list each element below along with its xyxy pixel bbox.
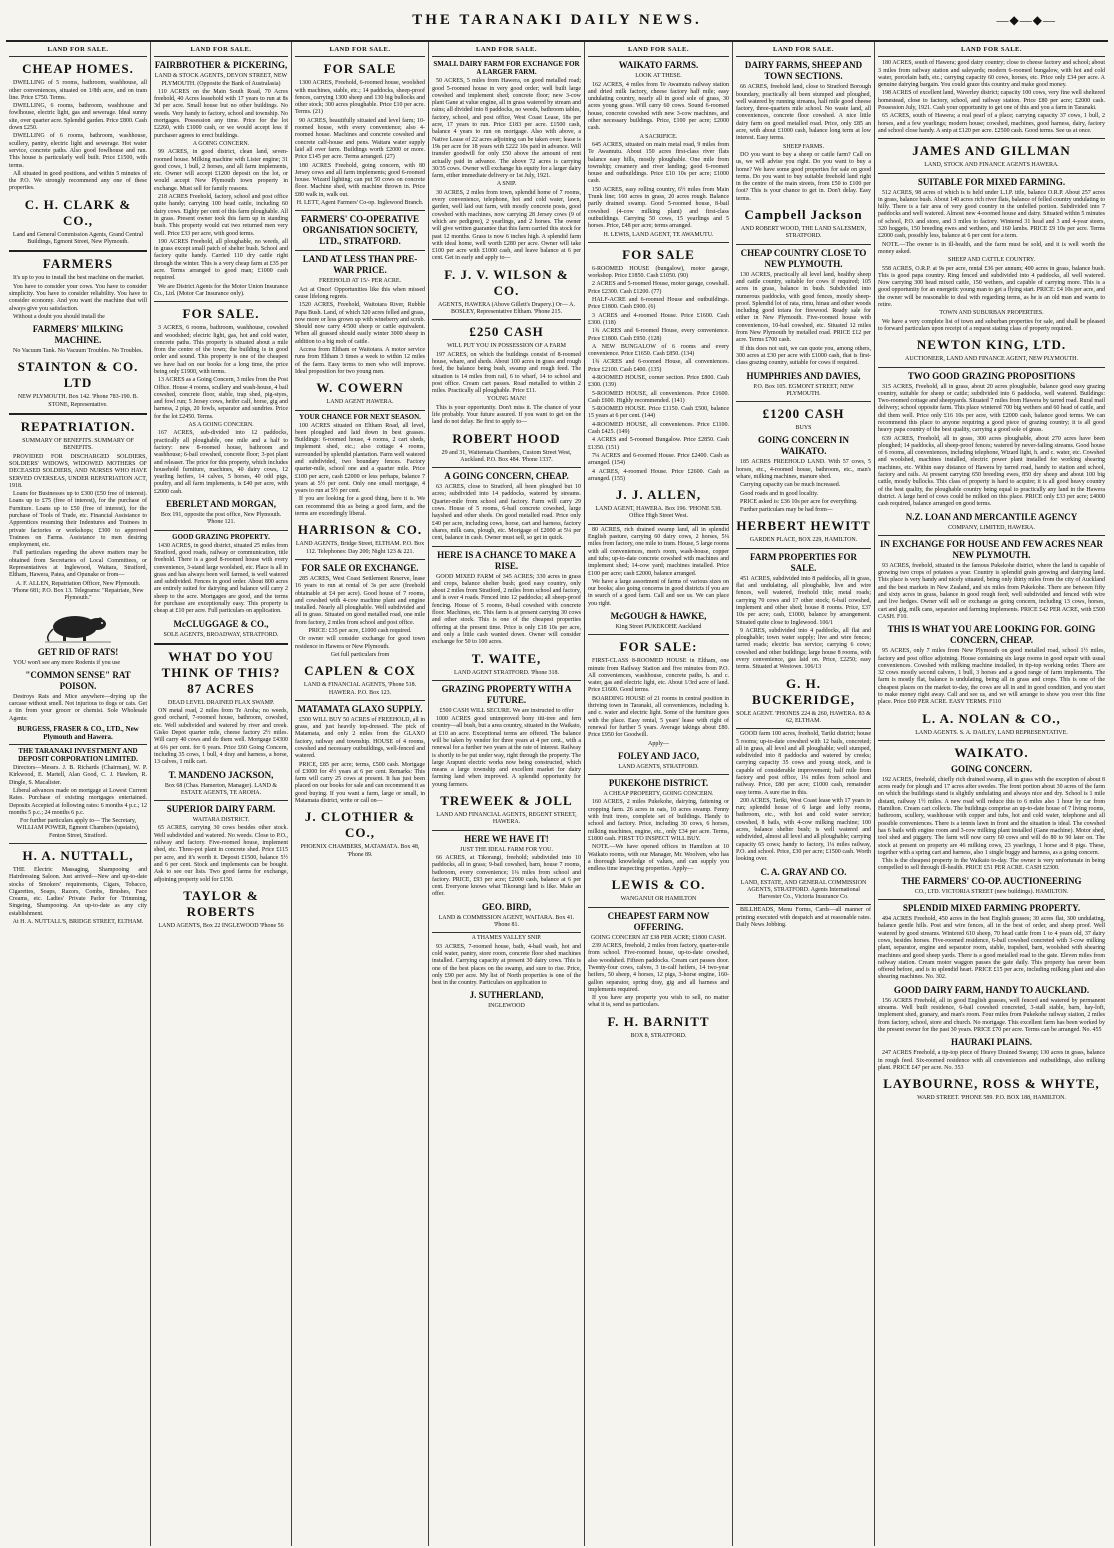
ad-paragraph: 3 ACRES and 4-roomed House. Price £1600. Cash £300. (118) [588,312,729,326]
column-2 [151,42,292,1546]
ad-headline: NEWTON KING, LTD. [916,337,1067,353]
ad-paragraph: ON metal road, 2 miles from Te Aroha; no weeds, good orchard, 7-roomed house, bathroom, cowshed, etc. Well subdivided and watered by river and creek. Gisko Depot quarter mile, cheese factory 2½ miles. Will carry 40 cows and do them well. Mortgage £4300 at 6¼ per cent. for 6 years. Price £60 Going Concern, including 35 cows, 1 bull, 4 dray and harness, a horse, 13 calves, 1 milk cart. [154,708,288,766]
column-rule [9,744,147,745]
ad-paragraph: 5-ROOMED HOUSE. Price £1150. Cash £500, balance 15 years at 6 per cent. (144) [588,406,729,420]
ad-paragraph: We are District Agents for the Motor Union Insurance Co., Ltd. (Motor Car Insurance only). [154,283,288,297]
ad-subheading: T. MANDENO JACKSON, [168,769,274,780]
ad-caption: A CHEAP PROPERTY, GOING CONCERN. [603,791,714,798]
ad-paragraph: £500 WILL BUY 50 ACRES of FREEHOLD, all in grass, and just heavily top-dressed. The pick of Matamata, and only 2 miles from the GLAXO factory, railway and township. HOUSE of 4 rooms, cowshed and necessary outbuildings, well-fenced and watered. [295,716,425,760]
ad-subheading: "COMMON SENSE" RAT POISON. [25,669,131,691]
ad-paragraph: 156 ACRES Freehold, all in good English grasses, well fenced and watered by permanent streams. Well built residence, 6-bail cowshed concreted, 3-stall stable, barn, hay-loft, implement shed, granary, and man's room. Four miles from Pukekohe railway station, 2 miles from factory, school, store and church. No mortgage. This excellent farm has been worked by the present owner for the past 30 years. PRICE £70 per acre. Terms can be arranged. No. 455 [878,997,1105,1033]
ad-caption: NEW PLYMOUTH. Box 142. 'Phone 783-190. B. STONE, Representative. [17,394,139,408]
ad-caption: Box 68 (Chas. Hamerton, Manager). LAND & ESTATE AGENTS, TE AROHA. [164,782,278,796]
ad-paragraph: 7¼ ACRES and 6-roomed House. Price £2400. Cash as arranged. (154) [588,452,729,467]
ad-headline: J. J. ALLEN, [615,487,702,503]
ad-caption: DEAD LEVEL DRAINED FLAX SWAMP. [167,699,275,706]
ad-caption: LAND AGENT STRATFORD. 'Phone 318. [454,669,559,676]
ad-subheading: McCLUGGAGE & CO., [173,618,269,629]
ad-paragraph: DWELLING of 5 rooms, bathroom, washhouse, all other conveniences, situated on 1/8th acre, and on tram line. Price £750. Terms. [9,80,147,101]
ad-paragraph: Good roads and in good locality. [740,490,819,497]
column-header: LAND FOR SALE. [736,44,871,57]
column-rule [154,301,288,302]
ad-subheading: GOOD GRAZING PROPERTY. [172,532,270,541]
ad-caption: JUST THE IDEAL FARM FOR YOU. [460,846,553,853]
ad-subheading: EBERLET AND MORGAN, [165,499,277,510]
ad-caption: LAND AND FINANCIAL AGENTS, REGENT STREET, HAWERA. [436,812,577,826]
ad-caption: LAND, ESTATE, AND GENERAL COMMISSION AGENTS, STRATFORD. Agents International Harvester Co., Victoria Insurance Co. [740,879,867,901]
ad-caption: LAND AGENTS, STRATFORD. [618,763,699,770]
ad-subheading: GOOD DAIRY FARM, HANDY TO AUCKLAND. [893,984,1090,995]
rat-illustration [43,607,113,643]
ad-caption: SUMMARY OF BENEFITS. SUMMARY OF BENEFITS. [22,438,134,452]
ad-paragraph: BOARDING HOUSE of 21 rooms in central position in thriving town in Taranaki, all conveniences, including h. and c. water and electric light. Some of the furniture goes with the place. Easy rental, 5 years' lease with right of renewal for further 5 years. Average takings about £80. Price £950 for Goodwill. [588,695,729,739]
ad-subheading: FARM PROPERTIES FOR SALE. [749,551,857,573]
ad-caption: GARDEN PLACE, BOX 229, HAMILTON. [749,537,858,544]
ad-caption: WILL PUT YOU IN POSSESSION OF A FARM [447,343,566,350]
ad-caption: CO., LTD. VICTORIA STREET (new buildings). HAMILTON. [914,888,1069,895]
ad-paragraph: 63 ACRES, close to Stratford, all been ploughed but 10 acres; subdivided into 14 paddocks, watered by streams. Quarter-mile from school and factory. Farm will carry 29 cows. House of 5 rooms, 6-bail concrete cowshed, large hayshed and other sheds. On good metalled road. Price only £40 per acre, including cows, horse, cart and harness, factory shares, milk cans, plough, etc. Mortgage of £2000 at 5¼ per cent, balance in cash. Owner must sell, so get in quick. [432,484,581,542]
ad-paragraph: 9 ACRES, subdivided into 4 paddocks, all flat and ploughable; town water supply; live and wire fences; tarred roads; electric bus service; carrying 6 cows; cowshed and other buildings; large house 8 rooms, with every convenience, gas laid on. Price, £2250; easy terms. Situated at Westown. 106/13 [736,627,871,671]
ad-caption: YOUNG MAN! [486,396,527,403]
ad-headline: L. A. NOLAN & CO., [922,710,1061,726]
ad-subheading: GRAZING PROPERTY WITH A FUTURE. [441,683,572,705]
ad-headline: CAPLEN & COX [304,663,416,679]
column-rule [295,559,425,560]
ad-caption: Get full particulars from [330,651,390,658]
ad-subheading: LAND AT LESS THAN PRE-WAR PRICE. [302,254,418,276]
ad-subheading: MATAMATA GLAXO SUPPLY. [297,703,423,714]
ad-paragraph: 150 ACRES, easy rolling country, 6½ miles from Main Trunk line; 160 acres in grass, 20 acres rough. Balance partly drained swamp. Good 5-roomed house, 8-bail cowshed (4-cow milking plant) and first-class outbuildings. Carrying 50 cows, 15 yearlings and 5 horses. Price, £48 per acre; terms arranged. [588,186,729,230]
column-rule [878,899,1105,900]
ad-paragraph: 1000 ACRES good unimproved bony titi-tree and fern country—all bush, but a area country, situated in the Waikato, at £10 an acre. Exceptional terms are offered. The balance will be taken by vendor for three years at 4 per cent., with a renewal for a further two years at the rate of interest. Railway is shortly to be put under way, right through the property. The large Arapuni electric works now being constructed, which means a large township and excellent market for dairy farming land when improved. A splendid opportunity for young farmers. [432,716,581,788]
ad-caption: SHEEP FARMS. [782,143,824,150]
ad-paragraph: 50 ACRES, 5 miles from Hawera, on good metalled road; good 5-roomed house in very good order; well built large cowshed and implement shed; concrete floor; new 3-cow plant Gane at value engine, all in grass watered by stream and rains; all divided into 8 paddocks, no weeds, bathroom tables, factory, school, and post office, West Coast Lease, 18s per acre, 17 years to run. Price £183 per acre. £1500 cash, balance 4 years to run on mortgage. Also with above, a Native Lease of 22 acres adjoining can be taken over; lease is 19s per acre for 18 years with £222 10s paid in advance. Will transfer goodwill for only £50 above the amount of rent actually paid in advance. The above 72 acres is carrying 30/35 cows. Owner will exchange his equity for a larger dairy farm, either immediate delivery or 1st July, 1921. [432,78,581,180]
column-rule [878,740,1105,741]
ad-subheading: SUPERIOR DAIRY FARM. [166,804,276,815]
ad-subheading: PUKEKOHE DISTRICT. [608,778,709,789]
ad-paragraph: 110 ACRES on the Main South Road, 70 Acres freehold, 40 Acres leasehold with 17 years to run at 8s 3d per acre. Small house but no other buildings. No weeds. Very handy to factory, school and township. No mortgages. Possession any time. Price for the lot £2260, with £1000 cash, or we would accept less if purchaser agrees to erect buildings. [154,88,288,139]
ad-paragraph: 13 ACRES as a Going Concern, 3 miles from the Post Office. House 4 rooms, scullery and wash-house, 4 bail cowshed, concrete floor, stable, trap shed, pig-styes, and fowl run; 5 Jersey cows, heifer calf, horse, gig and harness, 2 pigs, 20 fowls, separator and sundries. Price for the lot £2450. Terms. [154,377,288,420]
ad-caption: 29 and 31, Waitemata Chambers, Custom Street West, Auckland. P.O. Box 484. 'Phone 1337. [441,449,572,463]
ad-paragraph: 247 ACRES Freehold, a tip-top piece of Heavy Drained Swamp; 130 acres in grass, balance in rough feed. Six-roomed residence with all conveniences and outbuildings, also milking plant. PRICE £47 per acre. No. 353 [878,1050,1105,1071]
ad-caption: At H. A. NUTTALL'S, BRIDGE STREET, ELTHAM. [12,919,144,926]
ad-caption: Apply— [648,740,669,747]
ad-headline: F. J. V. WILSON & CO. [444,266,569,298]
ad-headline: £250 CASH [469,324,544,340]
ad-headline: Campbell Jackson [744,207,863,223]
column-rule [9,843,147,844]
ad-paragraph: 66 ACRES, at Tikorangi, freehold; subdivided into 10 paddocks, all in grass; 9-bail cowshed, barn, house 7 rooms, bathroom, every convenience; 1¼ miles from school and factory. PRICE, £93 per acre; £2000 cash, balance at 6 per cent. Everyone knows what Tikorangi land is like. Make an offer. [432,854,581,898]
ad-paragraph: Carrying capacity can be much increased. [740,482,841,489]
column-rule [588,634,729,635]
ad-paragraph: 93 ACRES, freehold, situated in the famous Pukekohe district, where the land is capable of growing two crops of potatoes a year. Country is splendid grain growing and dairying land. This place is very handy and nicely situated, being only thirty miles from the city of Auckland and the best markets in New Zealand, and six miles from Pukekohe. There are between fifty and sixty acres in grass, balance in good rough feed; well subdivided and fenced with wire and live hedges. Owner will sell or exchange as going concern, including 13 cows, horses, cart and gig, milk cans, separator and farming implements. PRICE £42 PER ACRE, with £500 CASH. F10. [878,562,1105,620]
ad-paragraph: You have to consider your cows. You have to consider simplicity. You have to consider reliability. You have to consider economy. And you want the machine that will always give you satisfaction. [9,283,147,312]
ad-paragraph: GOOD MIXED FARM of 345 ACRES; 330 acres in grass and crops, balance shelter bush; good easy country, only about 2 miles from Stratford, 2 miles from school and factory, and is over 4 roads. Fenced into 12 paddocks; all sheep-proof fencing. House of 5 rooms, 8-bail cowshed with concrete floor. Machines, etc. This farm is at present carrying 30 cows and other stock. This is one of the cheapest properties offering at the present time. Price is only £18 10s per acre, and only a little cash wanted down. Owner will consider exchange for 50 to 100 acres. [432,573,581,646]
ad-headline: WAIKATO. [954,744,1029,760]
ad-paragraph: 1¾ ACRES and 6-roomed House, all conveniences. Price £2100. Cash £400. (135) [588,359,729,373]
ad-paragraph: FIRST-CLASS 8-ROOMED HOUSE in Eltham, one minute from Railway Station and five minutes from P.O. All conveniences, washhouse, concrete paths, h. and c. water, gas and electric light, etc. About 1/3rd acre of land. Price £1600. Good terms. [588,658,729,694]
ad-paragraph: It's up to you to install the best machine on the market. [13,275,145,282]
ad-paragraph: No Vacuum Tank. No Vacuum Troubles. No Troubles. [13,348,143,355]
column-rule [295,210,425,211]
ad-headline: C. H. CLARK & CO., [24,196,132,228]
ad-paragraph: 4 ACRES, 4-roomed House. Price £2600. Cash as arranged. (155) [588,468,729,482]
ad-paragraph: NOTE.—We have opened offices in Hamilton at 10 Waikato rooms, with our Manager, Mr. Woolven, who has a thorough knowledge of values, and can supply you endless time inspecting properties. Apply— [588,844,729,873]
ad-subheading: HERE IS A CHANCE TO MAKE A RISE. [437,549,576,571]
ad-paragraph: 451 ACRES, subdivided into 8 paddocks, all in grass, flat and undulating, all ploughable, live and wire fences, well watered, freehold title; metal roads; carrying 70 cows and 17 other stock; 6-bail cowshed, implement and other shed; house 8 rooms. Price, £37 10s per acre; cash, £1000, balance by arrangement. Situated quite close to Inglewood. 106/1 [736,575,871,626]
ad-headline: £1200 CASH [762,406,845,422]
column-header: LAND FOR SALE. [295,44,425,57]
column-rule [588,524,729,525]
ad-caption: A GOING CONCERN. [192,140,250,147]
ad-caption: SOLE AGENTS, BROADWAY, STRATFORD. [163,631,279,638]
ad-caption: LAND AGENTS, Box 22 INGLEWOOD 'Phone 56 [158,922,284,929]
ad-headline: ROBERT HOOD [452,430,561,446]
column-rule [295,250,425,251]
ad-headline: REPATRIATION. [20,419,136,435]
ad-subheading: A GOING CONCERN, CHEAP. [444,471,569,482]
ad-headline: J. CLOTHIER & CO., [304,809,416,841]
ad-paragraph: 66 ACRES, freehold land, close to Stratford Borough boundary, practically all been stumped and ploughed, well watered by running streams, half mile good cheese factory, three-quarters mile school. No waste land, all conveniences, concrete floor cowshed. A nice little dairy farm on good metalled road. Price, only £85 an acre, with about £1000 cash, balance long term at low interest. Easy terms. [736,84,871,142]
ad-paragraph: 315 ACRES, Freehold, all in grass, about 20 acres ploughable, balance good easy grazing country, suitable for sheep or cattle; subdivided into 6 paddocks, well watered. Buildings: Two-roomed cottage and sheepyards. Situated 7 miles from Hawera by tarred road. Rural mail delivery; school opposite farm. This place wintered 700 big wethers and 60 head of cattle, and did them well. Price only £16 10s per acre, with £2000 cash, balance good terms. We can recommend this place to anyone requiring a good piece of grazing country; it is all good heavy papa country of the best quality, carrying a good sole of grass. [878,383,1105,434]
ad-paragraph: 197 ACRES, on which the buildings consist of 8-roomed house, whare, and sheds. About 100 acres in grass and rough feed, the balance being bush, swamp and rough feed. The situation is 14 miles from rail, 6 to wharf, 14 to school and post office. Cream cart passes. Road metalled to within 2 miles. Practically all ploughable. Price £11. [432,351,581,395]
column-4 [429,42,585,1546]
column-rule [878,535,1105,536]
ad-paragraph: 65 ACRES, carrying 30 cows besides other stock. Well subdivided and watered. No weeds. Close to P.O., railway and factory. Five-roomed house, implement shed, etc. Three-pot plant in concrete shed. Price £115 per acre, and it's worth it. Deposit £1500, balance 5½ and 6 per cent. Stock and implements can be bought. Ask to see our lists. Two good farms for exchange, adjoining property sold for £150. [154,825,288,883]
column-rule [588,907,729,908]
column-rule-heavy [9,413,147,415]
ad-caption: BUYS [795,425,812,432]
ad-subheading: SPLENDID MIXED FARMING PROPERTY. [902,903,1081,914]
ad-headline: TREWEEK & JOLL [440,793,573,809]
ad-paragraph: 285 ACRES, West Coast Settlement Reserve, lease 16 years to run at rental of 3s per acre (freehold obtainable at £4 per acre). Good house of 7 rooms, and cowshed with 4-cow machine plant and engine installed. Nearly all ploughable. Well subdivided and all in grass. Situated on good metalled road, one mile from factory, 2 miles from school and post office. [295,575,425,626]
ad-subheading: C. A. GRAY AND CO. [760,866,847,877]
ad-paragraph: DO you want to buy a sheep or cattle farm? Call on us, we will advise you right. Do you want to buy a home? We have some good properties for sale on good terms. Do you want to buy suitable freehold land right in the centre of the main streets, from £50 to £100 per foot? This is your chance to get in. Don't delay. Easy terms. [736,151,871,202]
ad-caption: AND ROBERT WOOD, THE LAND SALESMEN, STRATFORD. [740,226,867,240]
ad-paragraph: 95 ACRES, only 7 miles from New Plymouth on good metalled road, school 1½ miles, factory and post office adjoining. House containing six large rooms in good repair with usual conveniences. Cowshed with milking machine installed, in tip-top working order. There are 32 cows mostly second calvers, 1 bull, 3 horses and a good range of farm implements. The farm is mostly flat, balance is undulating, being all in grass and crops. This is one of the cheapest places on the market to-day, the cows are all in and in good condition, and you start to make money right away. Call and see us, and we will arrange to show you over this fine place. Price £60 PER ACRE. EASY TERMS. F110 [878,648,1105,706]
ad-paragraph: If you have any property you wish to sell, no matter what it is, send us particulars. [588,995,729,1009]
column-rule [295,410,425,411]
column-6 [733,42,875,1546]
ad-paragraph: Loans for Businesses up to £300 (£50 free of interest). Loans up to £75 (free of interest), for the purchase of Furniture. Loans up to £50 (free of interest), for the purchase of Tools of Trade, etc. Financial Assistance to Apprentices resuming their Indentures and Trainees in private factories or workshops; £300 to approved Trainees on Farms. Assistance to men desiring employment, etc. [9,491,147,549]
column-rule [588,774,729,775]
ad-caption: Land and General Commission Agents, Grand Central Buildings, Egmont Street, New Plymouth. [12,231,144,246]
ad-paragraph: 190 ACRES Freehold, all ploughable, no weeds, all in grass except small patch of shelter bush. School and factory quite handy. Carried 110 dry cattle right through the winter. This is a very cheap farm at £35 per acre. Terms arranged to good man; £1000 cash required. [154,238,288,282]
column-rule [432,546,581,547]
ad-paragraph: DWELLING of 6 rooms, bathroom, washhouse, scullery, pantry, electric light and sewerage. Hot water service, concrete paths. Also good fowlhouse and run. This house is particularly well built. Price £1500, with terms. [9,133,147,169]
ad-paragraph: 1300 ACRES, Freehold, 6-roomed house, woolshed with machines, stable, etc.; 14 paddocks, sheep-proof fences, carrying 1300 sheep and 130 big bullocks and other stock; 300 acres ploughable. Price £10 per acre. Terms. (21) [295,80,425,116]
ad-subheading: DAIRY FARMS, SHEEP AND TOWN SECTIONS. [744,60,863,82]
column-rule [878,173,1105,174]
ad-caption: PRICE: £35 per acre, £1000 cash required. [308,628,412,635]
ad-subheading: McGOUGH & HAWKE, [610,611,707,621]
ad-paragraph: Directors—Messrs. J. B. Richards (Chairman), W. P. Kirkwood, E. Martell, Alan Good, C. J. Hawken, R. Dingle, S. Macalister. [9,765,147,786]
ad-paragraph: Or owner will consider exchange for good town residence in Hawera or New Plymouth. [295,636,425,650]
ad-paragraph: We have a large assortment of farms of various sizes on our books; also going concerns in good districts if you are in search of a good farm. Call and see us. We can place you right. [588,578,729,607]
ad-paragraph: HALF-ACRE and 6-roomed House and outbuildings. Price £1800. Cash £900. (6) [588,297,729,311]
ad-caption: LAND AGENT, HAWERA. Box 196. 'PHONE 538. Office High Street West. [595,506,722,520]
ad-subheading: GEO. BIRD, [481,901,532,912]
ad-subheading: CHEAPEST FARM NOW OFFERING. [607,910,710,932]
ad-paragraph: 30 ACRES, 2 miles from town, splendid home of 7 rooms, every convenience, telephone, hot and cold water, lawn, garden, well laid out farm, with mostly concrete posts, good cowshed with machines, now carrying 28 Jersey cows (9 of which are pedigree), 2 yearlings, and 2 horses. The owner will give written guarantee that this farm carried this stock for past 12 months. Grass is now 6 inches high. A splendid farm with ideal home, well worth £280 per acre. Owner will take £100 per acre with £1000 cash, and leave balance at 6 per cent. Get in early and apply to— [432,189,581,262]
ad-paragraph: Access from Eltham or Waitotara. A motor service runs from Eltham 3 times a week to within 12 miles of the farm. Easy terms to men who will improve. Ideal proposition for two young men. [295,347,425,375]
column-rule [432,467,581,468]
ad-paragraph: 100 ACRES situated on Eltham Road, all level, been ploughed and laid down in best grasses. Buildings: 6-roomed house, 4 rooms, 2 cart sheds, implement shed, etc.; also cottage 4 rooms, surrounded by splendid plantation. Farm well watered and subdivided, two boundary fences. Factory quarter-mile, school one and a quarter mile. Price £100 per acre, cash £2000 or less perhaps, balance 7 years at 5½ per cent. Only one small mortgage, 4 years to run at 5½ per cent. [295,422,425,495]
ad-subheading: FARMERS' CO-OPERATIVE ORGANISATION SOCIETY, LTD., STRATFORD. [301,214,419,247]
ad-paragraph: 6-ROOMED HOUSE (bungalow), motor garage, workshop. Price £1850. Cash £1050. (90) [588,265,729,280]
ad-caption: LAND AGENT HAWERA. [326,399,394,406]
ad-paragraph: A NEW BUNGALOW of 6 rooms and every convenience. Price £1650. Cash £850. (134) [588,343,729,358]
ad-paragraph: If you are looking for a good thing, here it is. We can recommend this as being a good farm, and the terms are exceedingly liberal. [295,496,425,518]
ad-caption: H. LETT, Agent Farmers' Co-op. Inglewood Branch. [296,200,424,207]
ad-subheading: FAIRBROTHER & PICKERING, [154,60,288,71]
ad-headline: CHEAP HOMES. [22,61,134,77]
ad-paragraph: 239 ACRES, freehold, 2 miles from factory, quarter-mile from school. Five-roomed house, up-to-date cowshed, also woodshed. Fifteen paddocks. Cream cart passes door. Twenty-four cows, calves, 3 in-calf heifers, 14 two-year heifers, 50 sheep, 4 horses, 12 pigs, 3-horse engine, 160-gallon separator, spring dray, gig and all harness and implements required. [588,943,729,993]
column-rule [736,728,871,729]
ad-caption: LAND AGENTS, Bridge Street, ELTHAM. P.O. Box 112. Telephones: Day 200; Night 123 & 221. [295,541,425,555]
ad-paragraph: Liberal advances made on mortgage at Lowest Current Rates. Purchase of existing mortgages entertained. Deposits Accepted at following rates: 6 months 4 p.c.; 12 months 5 p.c.; 24 months 6 p.c. [9,787,147,816]
ad-paragraph: BILLHEADS, Menu Forms, Cards—all manner of printing executed with despatch and at reasonable rates. Daily News Jobbing. [736,907,871,929]
ad-caption: LAND, STOCK AND FINANCE AGENTS HAWERA. [924,162,1059,169]
ad-paragraph: 4 ACRES and 5-roomed Bungalow. Price £2850. Cash £1350. (151) [588,437,729,451]
column-rule-heavy [154,643,288,645]
ad-subheading: J. SUTHERLAND, [469,990,544,1001]
ad-paragraph: 1¾ ACRES and 6-roomed House, every convenience. Price £1800. Cash £950. (128) [588,328,729,342]
ad-paragraph: 2 ACRES and 5-roomed House, motor garage, cowshall. Price £2300. Cash £1200. (77) [588,281,729,295]
column-rule [432,932,581,933]
ad-paragraph: PRICE asked is: £36 10s per acre for everything. [740,498,858,505]
column-header: LAND FOR SALE. [432,44,581,57]
ad-headline: T. WAITE, [471,650,542,666]
ad-paragraph: If this does not suit, we can quote you, among others, 300 acres at £30 per acre with £1000 cash, that is first-class grazing country, suitable for cows if required. [736,345,871,367]
ad-subheading: GOING CONCERN IN WAIKATO. [757,435,849,457]
ad-paragraph: Without a doubt you should install the [13,313,105,320]
ad-paragraph: THE Electric Massaging, Shampooing and Hairdressing Saloon. Just arrived—New and up-to-date stocks of Smokers' requirements, Cigars, Tobacco, Cigarettes, Soaps, Razors, Combs, Brushes, Face Creams, etc. Ladies' Private Parlor for Trimming, Singeing, Shampooing. An up-to-date as any city establishment. [9,867,147,917]
ad-caption: PHOENIX CHAMBERS, MATAMATA. Box 48, 'Phone 89. [300,844,420,858]
column-rule [154,530,288,531]
column-7 [875,42,1108,1546]
ad-paragraph: 218 ACRES Freehold, factory, school and post office quite handy; carrying 100 head cattle, including 60 dairy cows. Eighty per cent of this farm ploughable. All in grass. Present owner took this farm up in standing bush. This property would cut two returned men very well. Price £33 per acre, with good terms. [154,194,288,237]
ad-subheading: YOUR CHANCE FOR NEXT SEASON. [299,412,421,421]
ad-headline: LAYBOURNE, ROSS & WHYTE, [883,1076,1100,1092]
ad-paragraph: 4-ROOMED HOUSE, all conveniences. Price £1100. Cash £425. (149) [588,421,729,436]
column-5 [585,42,733,1546]
ad-subheading: N.Z. LOAN AND MERCANTILE AGENCY [905,511,1078,522]
ad-paragraph: DWELLING, 6 rooms, bathroom, washhouse and fowlhouse, electric light, gas and sewerage. Ideal sunny site, over quarter acre. Splendid garden. Price £800. Cash down £250. [9,103,147,132]
ad-paragraph: 645 ACRES, situated on main metal road, 9 miles from Te Awamutu. About 150 acres first-class river flats balance easy hills, mostly ploughable. One mile from township; creamery and river landing; good 6-roomed house and outbuildings. Price £10 10s per acre; £1000 cash. [588,141,729,185]
ad-headline: HARRISON & CO. [297,522,423,538]
ad-headline: WHAT DO YOU THINK OF THIS? 87 ACRES [161,648,281,696]
ad-caption: TOWN AND SUBURBAN PROPERTIES. [939,310,1044,317]
ad-caption: SHEEP AND CATTLE COUNTRY. [947,257,1035,264]
column-rule [432,830,581,831]
ad-subheading: THE FARMERS' CO-OP. AUCTIONEERING [901,875,1082,886]
column-rule-heavy [9,250,147,252]
ad-subheading: THIS IS WHAT YOU ARE LOOKING FOR. GOING CONCERN, CHEAP. [887,624,1096,646]
ad-paragraph: YOU won't see any more Rodents if you use [13,659,121,666]
ad-caption: LAND AGENTS. S. A. DAILEY, LAND REPRESENTATIVE. [915,729,1068,736]
ad-subheading: FOLEY AND JACO, [618,750,699,761]
ad-caption: King Street PUKEKOHE Auckland [615,624,702,630]
ad-paragraph: 558 ACRES, O.R.P. at 9s per acre, rental £36 per annum; 400 acres in grass, balance bush. This is good papa country. Ring fenced and subdivided into 4 paddocks, all well watered. Now carrying 300 head mixed cattle, 150 wethers, and capable of carrying more. This is a good opportunity for an energetic young man to get a flying start. PRICE: £4 10s per acre, and the owner will be reasonable to deal with regarding terms, as he is an old man and wants to retire. [878,265,1106,309]
masthead [0,0,1114,40]
ad-caption: BOX 8, STRATFORD. [630,1032,687,1039]
ad-caption: LAND & STOCK AGENTS, DEVON STREET, NEW PLYMOUTH. (Opposite the Bank of Australasia) [154,73,288,87]
ad-caption: LAND & FINANCIAL AGENTS, 'Phone 518. HAWERA. P.O. Box 123. [303,682,417,696]
ad-paragraph: We have a very complete list of town and suburban properties for sale, and shall be pleased to forward particulars upon receipt of a request stating class of property required. [878,318,1105,332]
ad-caption: GOING CONCERN AT £38 PER ACRE; £1800 CASH. [590,934,727,941]
ad-subheading: THE TARANAKI INVESTMENT AND DEPOSIT CORPORATION LIMITED. [18,747,138,764]
ad-paragraph: This is your opportunity. Don't miss it. The chance of your life probably. Your future assured. If you want to get on the land do not delay. Be first to apply to— [432,404,581,426]
ad-caption: AUCTIONEER, LAND AND FINANCE AGENT, NEW PLYMOUTH. [904,356,1078,363]
ad-paragraph: 4-ROOMED HOUSE, corner section. Price £800. Cash £300. (139) [588,374,729,389]
ad-caption: AGENTS, HAWERA (Above Gillett's Drapery.) Or— A. BOSLEY, Representative Eltham. 'Phone 215. [437,301,576,316]
ad-caption: LAND & COMMISSION AGENT, WAITARA. Box 41. 'Phone 81. [438,914,575,929]
ad-paragraph: PRICE, £85 per acre; terms, £500 cash. Mortgage of £3000 for 4½ years at 6 per cent. Remarks: This farm will carry 25 cows at present. It has just been placed on our books for sale and can recommend it as good buying. If you want a farm, large or small, in Matamata district, write or call on— [295,761,425,805]
ad-paragraph: 99 ACRES, in good district, clean land, seven-roomed house. Milking machine with Lister engine; 31 good cows, 1 bull, 2 horses, and all farm implements, etc. Owner will accept £1200 deposit on the lot, or would accept New Plymouth town property in exchange. Must sell for family reasons. [154,149,288,192]
ad-headline: JAMES AND GILLMAN [912,143,1071,159]
ad-paragraph: Full particulars regarding the above matters may be obtained from Secretaries of Local Committees, or Representatives at Inglewood, Waitara, Stratford, Eltham, Hawera, Patea, and Opunake or from— [9,550,147,579]
ad-headline: W. COWERN [316,380,404,396]
ad-caption: INGLEWOOD [488,1003,525,1010]
ad-caption: SOLE AGENT. 'PHONES 224 & 260, HAWERA. 83 & 62, ELTHAM. [736,710,871,724]
ad-caption: £500 CASH WILL SECURE. We are instructed to offer [439,707,574,714]
column-rule [295,700,425,701]
ad-paragraph: 180 ACRES Freehold, going concern, with 80 Jersey cows and all farm implements; good 6-roomed house. Wizard lighting; can put 50 cows on concrete floor. Machine shed, with machine thrown in. Price £80 walk in, walk out. [295,162,425,198]
ad-subheading: WAIKATO FARMS. [618,60,699,71]
ad-caption: AS A GOING CONCERN. [188,422,254,429]
ad-caption: A SACRIFICE. [639,133,678,140]
ad-subheading: FARMERS' MILKING MACHINE. [32,324,124,346]
ad-paragraph: 512 ACRES, 98 acres of which is is held under L.I.P. title, balance O.R.P. About 257 acres in grass, balance bush. About 140 acres rich river flats, balance of felled country undulating to hilly. There is a fair area of very good country in the unfelled portion. Subdivided into 7 paddocks and well watered. Almost new 4-roomed house and dairy. Situated within 5 minutes of school, P.O. and store, and 3 miles to factory. Wintered 31 head and 3 and 4-year steers, 320 hoggets, 150 breeding ewes and wethers, and 160 lambs. PRICE £9 10s per acre. Terms £2000 cash, possibly less, balance at 6 per cent for a term. [878,189,1105,240]
ad-caption: LOOK AT THESE. [635,73,682,80]
ad-paragraph: 1520 ACRES, Freehold, Waitotara River, Rubble Papa Bush. Land, of which 320 acres felled and grass, now more or less grown up with wineberry and scrub. Should now carry 4/500 sheep or cattle equivalent. When all grassed should easily winter 3000 sheep in addition to a big mob of cattle. [295,302,425,345]
ad-paragraph: 200 ACRES, Tariki, West Coast lease with 17 years to run; splendid house of 6 large and lofty rooms, bathroom, etc., with hot and cold water service; cowshed, 8 bails, with 4-cow milking machine; 100 acres, balance shelter bush; is well watered and subdivided, almost all level and all ploughable; carrying capacity 65 cows; handy to factory, 1¼ miles railway, P.O. and school. Price, £30 per acre; £1500 cash. Worth looking over. [736,797,871,863]
column-rule [588,242,729,243]
ad-subheading: TWO GOOD GRAZING PROPOSITIONS [907,370,1076,381]
ad-paragraph: 162 ACRES, 4 miles from Te Awamutu railway station and dried milk factory, cheese factory half mile; easy undulating country, nearly all in good sole of grass, 30 acres young grass. Will carry 60 cows. Sound 6-roomed house, concrete cowshed with new 3-cow machines, and other necessary buildings. Price, £100 per acre; £2000 cash. [588,81,729,132]
ad-caption: WARD STREET. 'PHONE 589. P.O. BOX 188, HAMILTON. [917,1095,1066,1102]
ad-subheading: HUMPHRIES AND DAVIES, [746,370,861,381]
column-rule [878,138,1105,139]
ad-headline: FARMERS [42,256,114,272]
ad-paragraph: 80 ACRES, rich drained swamp land, all in splendid English pasture, carrying 60 dairy cows, 2 horses, 5¼ miles from factory, one mile to tram. House, 5 large rooms with all conveniences, men's room, wash-house, copper and tubs; up-to-date concrete cowshed with machines and implement shed; 14-cow yard; machines installed. Price £100 per acre; cash £2000, balance arranged. [588,526,729,577]
ad-caption: P.O. Box 105. EGMONT STREET, NEW PLYMOUTH. [753,383,854,397]
ad-paragraph: 192 ACRES, freehold, chiefly rich drained swamp, all in grass with the exception of about 8 acres ready for plough and 17 acres after swedes. The front portion about 30 acres of the farm on which the buildings stand is slightly undulating and always nice and dry. School is 1 mile distant, railway 1½ miles. A new road will reduce this to 6 miles also 1 hour by car from Hamilton. Cream cart collects. The buildings comprise an up-to-date house of 7 living rooms, bathroom, scullery, washhouse with copper and tubs, hot and cold water, telephone and all possible conveniences. There is a tennis lawn in front and the situation is ideal. The cowshed has 6 bails with engine room and 3-cow milking plant installed (Gane machine). Motor shed, tool shed and piggery. The farm will now carry 60 cows and will do 80 to 90 later on. The stock at present on property are 46 milking cows, 23 yearlings, 1 horse and 8 pigs. These, together with a spring cart and harness, also 1 single buggy and harness, as a going concern. [878,776,1105,856]
ad-paragraph: 65 ACRES, south of Hawera; a real pearl of a place; carrying capacity 37 cows, 1 bull, 2 horses, and a few yearlings; modern house; cowshed, machines, good harness, dairy, factory and school close handy. A snip at £120 per acre. £2500 cash. Good terms. See us at once. [878,113,1105,134]
ad-headline: FOR SALE [323,61,397,77]
ad-paragraph: 639 ACRES, Freehold, all in grass, 300 acres ploughable, about 270 acres have been ploughed; 14 paddocks, all sheep-proof fences; watered by never-failing streams. Good house of 6 rooms, all conveniences, including telephone, Wizard light, h. and c. water, etc. Cowshed and woolshed, machines installed, electric power plant installed for working shearing machines, etc. Within easy distance of Hawera by tarred road, handy to station and school, factory and rails. At present carrying 650 breeding ewes, 850 dry sheep and about 100 big cattle, mostly bullocks. This class of property is hard to acquire; it is all good heavy country of the best quality, the ploughable country being equal to practically any land in the Hawera district. A large herd of cows could be milked on this place. PRICE only £33 per acre; £4000 cash required, balance arranged on good terms. [878,435,1105,508]
ad-headline: TAYLOR & ROBERTS [183,887,259,919]
ad-headline: FOR SALE: [619,639,698,655]
ad-paragraph: 180 ACRES, south of Hawera; good dairy country; close to cheese factory and school; about 3 miles from railway station and saleyards; modern 6-roomed bungalow, with hot and cold water, porcelain bath, etc.; carrying capacity 60 cows, horses, etc. Price only £34 per acre. A genuine dairying bargain. You could graze this country and make good money. [878,60,1105,89]
ad-subheading: BURGESS, FRASER & CO., LTD., New Plymouth and Hawera. [17,725,139,742]
ad-caption: A. F. ALLEN, Repatriation Officer, New Plymouth. 'Phone 681; P.O. Box 13. Telegrams: "Repatriate, New Plymouth." [12,580,144,602]
masthead-ornament: — ◆ — ◆ — [996,13,1054,27]
ad-subheading: GOING CONCERN. [950,763,1032,774]
ad-subheading: FOR SALE OR EXCHANGE. [301,562,419,573]
ad-caption: FREEHOLD AT 15/- PER ACRE. [318,278,402,285]
ad-caption: Box 191, opposite the post office, New Plymouth. 'Phone 121. [160,512,282,526]
ad-paragraph: Destroys Rats and Mice anywhere—drying up the carcase without smell. Not injurious to dogs or cats. Get a tin from your grocer or chemist. Sole Wholesale Agents: [9,693,147,722]
ad-caption: H. LEWIS, LAND AGENT, TE AWAMUTU. [603,231,714,238]
ad-headline: FOR SALE [622,246,695,262]
column-1 [6,42,151,1546]
column-rule [736,548,871,549]
ad-caption: For further particulars apply to— The Secretary, WILLIAM POWER, Egmont Chambers (upstairs), Fenton Street, Stratford. [16,818,140,839]
ad-paragraph: 1430 ACRES, in good district, situated 25 miles from Stratford, good roads, railway or communication, title freehold. There is a good 8-roomed house with every convenience, 3-stand large woolshed, etc. Place is all in grass and has always been well farmed, is well watered and subdivided. Fences in good order. About 800 acres are entirely suited for dairying and balance will carry 2 sheep to the acre. Mortgages are good, and the terms for purchase are exceptionally easy. This property is cheap at £10 per acre. Full particulars on application. [154,542,288,615]
ad-paragraph: 5-ROOMED HOUSE, all conveniences. Price £1600. Cash £600. Highly recommended. (141) [588,390,729,404]
column-header: LAND FOR SALE. [9,44,147,57]
ad-caption: WAITARA DISTRICT. [192,817,250,824]
ad-caption: A THAMES VALLEY SNIP. [471,935,542,942]
column-rule [432,319,581,320]
column-rule [736,244,871,245]
ad-paragraph: NOTE.—The owner is in ill-health, and the farm must be sold, and it is well worth the money asked. [878,241,1105,255]
ad-paragraph: 160 ACRES, 2 miles Pukekohe, dairying, fattening or cropping farm. 26 acres in oats, 10 acres swamp. Fenny with fruit trees, complete set of buildings. Handy to school and factory. Price, including 30 cows, 6 horses, milking machines, engine, etc., only £34 per acre. Terms, £1800 cash. FIRST TO INSPECT WILL BUY. [588,799,729,842]
column-header: LAND FOR SALE. [878,44,1105,57]
ad-caption: A SNIP. [496,181,517,188]
ad-paragraph: PROVIDED FOR DISCHARGED SOLDIERS, SOLDIERS' WIDOWS, WIDOWED MOTHERS OF DECEASED SOLDIERS, AND NURSES WHO HAVE SERVED OVERSEAS, UNDER REPATRIATION ACT, 1918. [9,453,147,489]
newspaper-title: THE TARANAKI DAILY NEWS. [412,12,702,28]
ad-paragraph: Act at Once! Opportunities like this when missed cause lifelong regrets. [295,286,425,300]
ad-subheading: GET RID OF RATS! [37,646,119,657]
ad-paragraph: 130 ACRES, practically all level land, healthy sheep and cattle country, suitable for cows if required; 105 acres in grass, balance in bush. Subdivided into numerous paddocks, with good fences, mostly sheep-proof. Splendid lot of rata, rimu, hinau and other woods including good totara for firewood. Ready sale for either in New Plymouth. Five-roomed house with conveniences, 10-bail cowshed, etc. Situated 12 miles from New Plymouth by metalled road. PRICE £12 per acre. Terms £700 cash. [736,271,871,344]
ad-headline: FOR SALE. [182,306,260,322]
column-rule [432,680,581,681]
ad-headline: F. H. BARNITT [607,1013,710,1029]
column-rule [736,401,871,402]
ad-paragraph: 167 ACRES, sub-divided into 12 paddocks, practically all ploughable, one mile and a half to factory: new 8-roomed house, bathroom and washhouse; 6-bail cowshed, concrete floor; 3-pot plant and releaser. The price for this property, which includes household furniture, machines, 40 dairy cows, 12 yearling heifers, 14 calves, 5 horses, 40 odd pigs, poultry, and all farm implements, is £40 per acre, with £2000 cash. [154,430,288,495]
column-rule [154,800,288,801]
column-rule [878,367,1105,368]
ad-subheading: SUITABLE FOR MIXED FARMING. [917,176,1066,187]
ad-paragraph: 3 ACRES, 6 rooms, bathroom, washhouse, cowshed and woodshed; electric light, gas, hot and cold water, concrete paths. This property is situated about a mile from the centre of the town; the building is in good order and sound. This property is one of the cheapest we have had on our books for a long time, the price being only £1900, with terms. [154,325,288,375]
ad-caption: WANGANUI OR HAMILTON [620,896,697,903]
ad-headline: LEWIS & CO. [611,877,706,893]
ad-paragraph: 90 ACRES, beautifully situated and level farm; 10-roomed house, with every convenience; also 4-roomed house. Machines and concrete cowshed and concrete calf-house and pens. Waitara water supply laid all over farm. Buildings worth £2000 or more. Price £145 per acre. Terms arranged. (27) [295,117,425,161]
column-header: LAND FOR SALE. [154,44,288,57]
ad-paragraph: Further particulars may be had from— [740,507,833,514]
ad-subheading: CHEAP COUNTRY CLOSE TO NEW PLYMOUTH. [740,247,867,269]
ad-headline: STAINTON & CO. LTD [17,359,139,391]
column-header: LAND FOR SALE. [588,44,729,57]
newspaper-page [6,40,1108,1544]
ad-headline: HERBERT HEWITT [736,518,871,534]
ad-paragraph: 198 ACRES of excellent land, Waverley district; capacity 100 cows, very fine well sheltered homestead, close to factory, school, and railway station. Price £80 per acre; £2000 cash. Possession July, 1921. Cash your opportunity to get one of this and you a farm in Taranaki. [878,90,1105,112]
ad-paragraph: This is the cheapest property in the Waikato to-day. The owner is very unfortunate in being compelled to sell through ill-health. PRICE £51 PER ACRE. CASH £2300. [878,858,1105,872]
ad-subheading: SMALL DAIRY FARM FOR EXCHANGE FOR A LARGER FARM. [433,60,580,77]
ad-paragraph: 494 ACRES Freehold, 450 acres in the best English grasses; 30 acres flat, 300 undulating, balance gentle hills. Post and wire fences, all in the best of order, and sheep proof. Well watered by good streams. Wintered 610 sheep, 70 head cattle from 1 to 4 years old, 37 dairy cows, besides horses. Five-roomed residence, 6-bail cowshed concreted with 3-cow milking plant, separator, engine and separator room, stable, trapshed, barn, woolshed with shearing machines and good sheep yards. There is a good metalled road to the gate. Eleven miles from railway station. Cream motor waggon passes the gate daily. This property has never been offered before, and is in splendid heart. PRICE £15 per acre, including milking plant and also shearing machines. No. 302. [878,916,1105,981]
ad-headline: G. H. BUCKERIDGE, [751,675,856,707]
ad-subheading: HAURAKI PLAINS. [950,1037,1032,1048]
ad-paragraph: 93 ACRES, 7-roomed house, bath, 4-bail wash, hot and cold water, pantry, store room, concrete floor shed machines installed. Carrying capacity at present 30 dairy cows. This is one of the best places on the swamp, and sure to rise. Price, only £90 per acre. My list of North properties is one of the best in the country. Particulars on application to [432,943,581,987]
ad-headline: H. A. NUTTALL, [22,848,134,863]
ad-paragraph: GOOD farm 100 acres, freehold, Tariki district; house 5 rooms; up-to-date cowshed with 12 bails, concreted; all in grass, all level and all ploughable; well stumped, subdivided into 8 paddocks and watered by creeks; carrying capacity 35 cows and young stock, and is capable of considerable improvement; half mile from factory and post office, 1¼ miles from school and railway. Price, £80 per acre; £1000 cash, remainder easy terms. A sure rise in this. [736,731,871,796]
ad-paragraph: 185 ACRES FREEHOLD LAND. With 57 cows, 5 horses, etc., 4-roomed house, bathroom, etc., man's whare, milking machines, manure shed. [736,459,871,480]
column-rule [736,904,871,905]
ad-subheading: HERE WE HAVE IT! [464,833,549,844]
ad-subheading: IN EXCHANGE FOR HOUSE AND FEW ACRES NEAR NEW PLYMOUTH. [879,538,1104,560]
ad-paragraph: All situated in good positions, and within 5 minutes of the P.O. We strongly recommend any one of these properties. [9,170,147,192]
ad-caption: COMPANY, LIMITED, HAWERA. [948,524,1035,531]
column-3 [292,42,429,1546]
